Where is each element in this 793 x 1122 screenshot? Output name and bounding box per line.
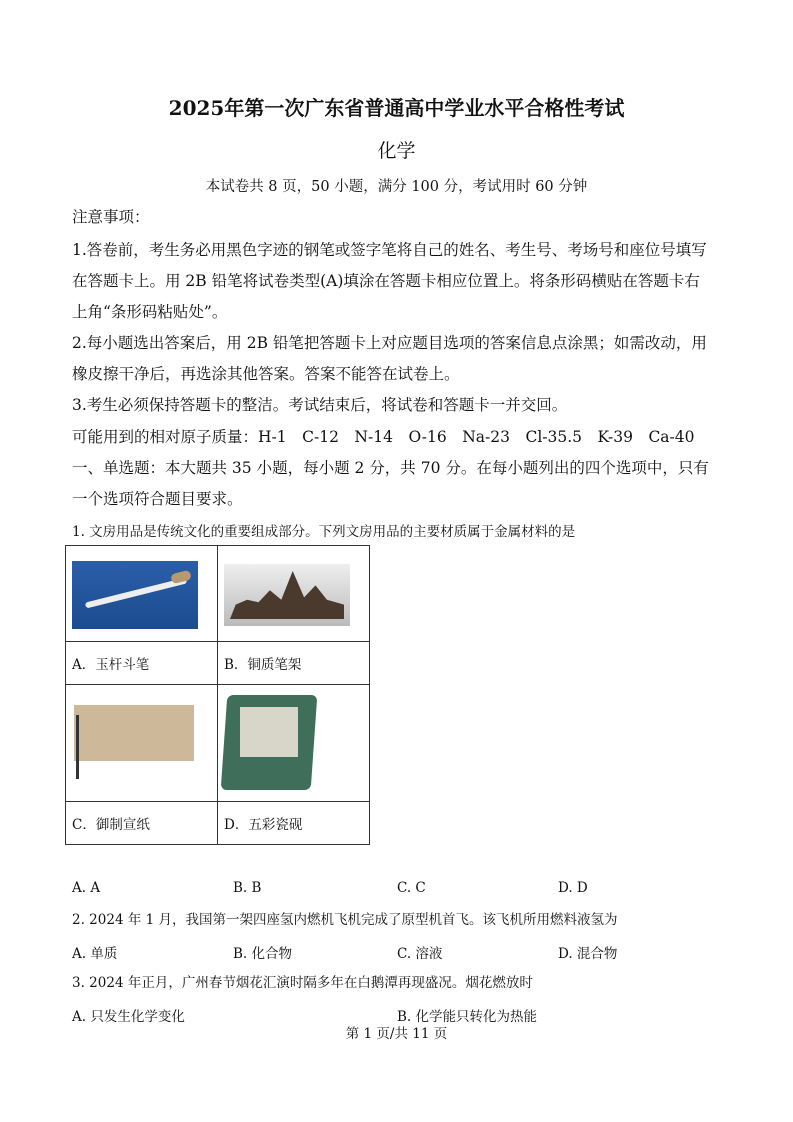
q1-option-a: A. A	[72, 880, 101, 896]
page-footer: 第 1 页/共 11 页	[345, 1026, 448, 1042]
q2-option-c: C. 溶液	[397, 946, 443, 962]
option-d-label: D．五彩瓷砚	[218, 802, 370, 845]
question-2-stem: 2. 2024 年 1 月，我国第一架四座氢内燃机飞机完成了原型机首飞。该飞机所用燃料液氢为	[72, 912, 618, 928]
option-b-label: B．铜质笔架	[218, 642, 370, 685]
notice-line: 在答题卡上。用 2B 铅笔将试卷类型(A)填涂在答题卡相应位置上。将条形码横贴在答题卡右	[72, 272, 700, 290]
brush-image	[66, 546, 218, 642]
question-1-stem: 1. 文房用品是传统文化的重要组成部分。下列文房用品的主要材质属于金属材料的是	[72, 524, 576, 540]
notice-heading: 注意事项：	[72, 208, 150, 226]
atomic-masses: 可能用到的相对原子质量：H-1 C-12 N-14 O-16 Na-23 Cl-35.5 K-39 Ca-40	[72, 428, 695, 446]
notice-line: 1.答卷前，考生务必用黑色字迹的钢笔或签字笔将自己的姓名、考生号、考场号和座位号填写	[72, 241, 707, 259]
q2-option-d: D. 混合物	[558, 946, 618, 962]
q3-option-b: B. 化学能只转化为热能	[397, 1009, 538, 1025]
exam-info: 本试卷共 8 页，50 小题，满分 100 分，考试用时 60 分钟	[205, 179, 588, 195]
notice-line: 3.考生必须保持答题卡的整洁。考试结束后，将试卷和答题卡一并交回。	[72, 396, 568, 414]
subject-title: 化学	[377, 140, 416, 162]
section-heading: 一个选项符合题目要求。	[72, 490, 243, 508]
notice-line: 上角“条形码粘贴处”。	[72, 303, 228, 321]
q3-option-a: A. 只发生化学变化	[72, 1009, 185, 1025]
q2-option-b: B. 化合物	[233, 946, 293, 962]
q1-option-c: C. C	[397, 880, 426, 896]
option-a-label: A．玉杆斗笔	[66, 642, 218, 685]
notice-line: 橡皮擦干净后，再选涂其他答案。答案不能答在试卷上。	[72, 365, 460, 383]
q1-option-b: B. B	[233, 880, 262, 896]
section-heading: 一、单选题：本大题共 35 小题，每小题 2 分，共 70 分。在每小题列出的四个选项中，只有	[72, 459, 709, 477]
q1-option-d: D. D	[558, 880, 588, 896]
option-c-label: C．御制宣纸	[66, 802, 218, 845]
question-3-stem: 3. 2024 年正月，广州春节烟花汇演时隔多年在白鹅潭再现盛况。烟花燃放时	[72, 975, 533, 991]
copper-pen-holder-image	[218, 546, 370, 642]
xuan-paper-image	[66, 685, 218, 802]
exam-title: 2025年第一次广东省普通高中学业水平合格性考试	[168, 96, 625, 120]
question-1-table	[65, 545, 370, 845]
notice-line: 2.每小题选出答案后，用 2B 铅笔把答题卡上对应题目选项的答案信息点涂黑；如需改动，用	[72, 334, 707, 352]
porcelain-inkstone-image	[218, 685, 370, 802]
q2-option-a: A. 单质	[72, 946, 118, 962]
